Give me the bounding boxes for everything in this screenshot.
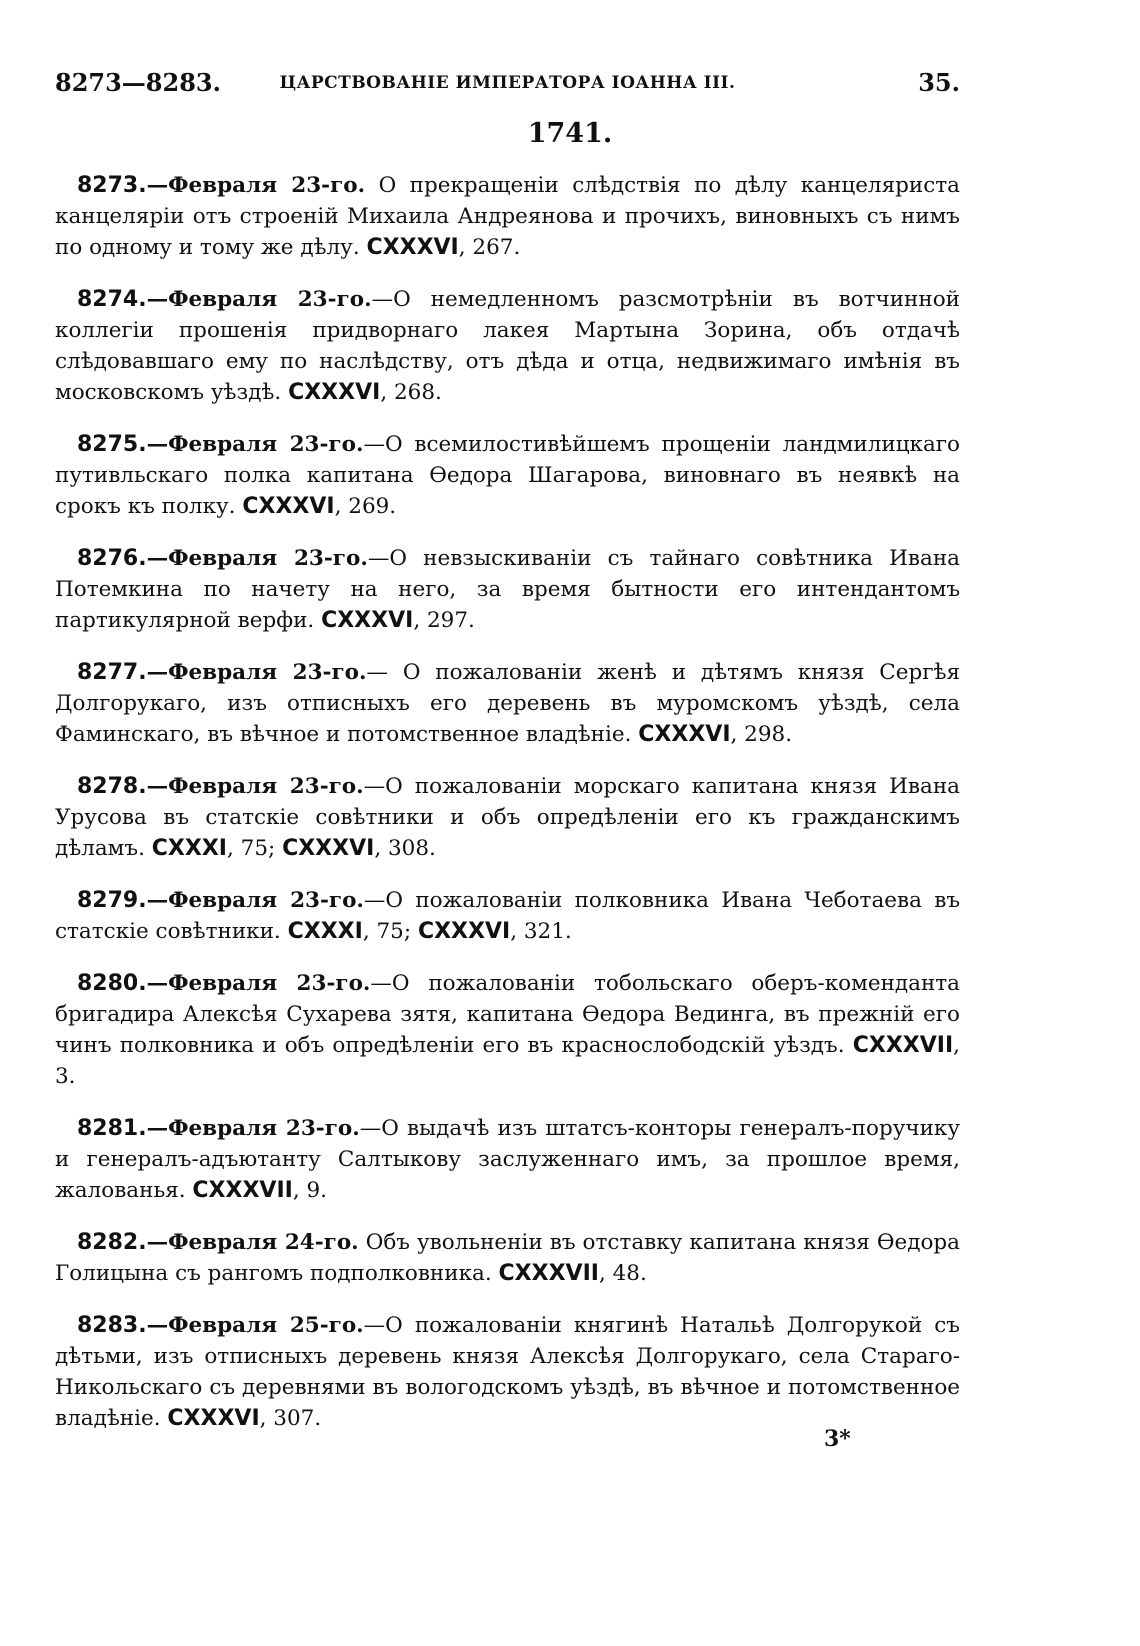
entry-date: —Февраля 23-го. bbox=[146, 173, 366, 198]
entry bbox=[55, 1113, 960, 1206]
entry-list bbox=[55, 170, 960, 1455]
reference-page: , 308. bbox=[374, 836, 436, 861]
entry-text: — О пожалованіи женѣ и дѣтямъ князя Сергѣя Долгорукаго, изъ отписныхъ его деревень въ муромскомъ уѣздѣ, села Фаминскаго, въ вѣчное и потомственное владѣніе. bbox=[55, 660, 961, 747]
entry-number: 8278. bbox=[77, 774, 147, 799]
header-entry-range: 8273—8283. bbox=[55, 68, 221, 97]
page-number: 35. bbox=[918, 68, 960, 97]
reference-volume: CXXXVI bbox=[366, 235, 459, 260]
reference-page: , 298. bbox=[730, 722, 793, 747]
entry bbox=[55, 429, 960, 522]
entry-text: —О пожалованіи тобольскаго оберъ-коменданта бригадира Алексѣя Сухарева зятя, капитана Ѳедора Вединга, въ прежній его чинъ полковника и объ опредѣленіи его въ краснослободскій уѣздъ. bbox=[55, 971, 960, 1058]
reference-volume: CXXXI bbox=[151, 836, 227, 861]
entry-number: 8276. bbox=[77, 546, 147, 571]
entry-number: 8274. bbox=[77, 287, 147, 312]
reference-page: , 307. bbox=[259, 1406, 322, 1431]
entry-number: 8282. bbox=[77, 1230, 147, 1255]
reference-page: , 297. bbox=[413, 608, 475, 633]
reference-volume: CXXXVI bbox=[242, 494, 335, 519]
entry-text: —О пожалованіи княгинѣ Натальѣ Долгорукой съ дѣтьми, изъ отписныхъ деревень князя Алексѣя Долгорукаго, села Стараго-Никольскаго съ деревнями въ вологодскомъ уѣздѣ, въ вѣчное и потомственное владѣніе. bbox=[55, 1313, 960, 1431]
entry bbox=[55, 170, 960, 263]
entry bbox=[55, 543, 960, 636]
reference-volume: CXXXVI bbox=[417, 919, 511, 944]
reference-volume: CXXXVI bbox=[282, 836, 375, 861]
reference-volume: CXXXVI bbox=[288, 380, 381, 405]
running-header bbox=[55, 68, 960, 108]
reference-volume: CXXXVII bbox=[192, 1178, 293, 1203]
entry-number: 8281. bbox=[77, 1116, 147, 1141]
entry-date: —Февраля 23-го. bbox=[146, 546, 368, 571]
reference-page: , 3. bbox=[55, 1033, 960, 1089]
signature-mark: 3* bbox=[824, 1426, 851, 1452]
entry bbox=[55, 968, 960, 1092]
reference-page: , 267. bbox=[458, 235, 521, 260]
header-title: ЦАРСТВОВАНІЕ ИМПЕРАТОРА ІОАННА III. bbox=[279, 73, 736, 93]
reference-page: , 321. bbox=[510, 919, 572, 944]
reference-page: , 75; bbox=[362, 919, 418, 944]
entry-number: 8280. bbox=[77, 971, 147, 996]
reference-volume: CXXXVI bbox=[638, 722, 731, 747]
entry bbox=[55, 657, 960, 750]
entry bbox=[55, 1310, 960, 1434]
entry-text: —О всемилостивѣйшемъ прощеніи ландмилицкаго путивльскаго полка капитана Ѳедора Шагарова, виновнаго въ неявкѣ на срокъ къ полку. bbox=[55, 432, 960, 519]
entry-text: —О немедленномъ разсмотрѣніи въ вотчинной коллегіи прошенія придворнаго лакея Мартына Зорина, объ отдачѣ слѣдовавшаго ему по наслѣдству, отъ дѣда и отца, недвижимаго имѣнія въ московскомъ уѣздѣ. bbox=[55, 287, 960, 405]
reference-volume: CXXXVII bbox=[852, 1033, 954, 1058]
reference-page: , 269. bbox=[334, 494, 397, 519]
entry-text: —О пожалованіи морскаго капитана князя Ивана Урусова въ статскіе совѣтники и объ опредѣленіи его къ гражданскимъ дѣламъ. bbox=[55, 774, 960, 861]
entry-date: —Февраля 23-го. bbox=[146, 774, 364, 799]
entry-date: —Февраля 23-го. bbox=[146, 1116, 360, 1141]
reference-volume: CXXXVI bbox=[321, 608, 414, 633]
entry-date: —Февраля 23-го. bbox=[146, 287, 372, 312]
reference-page: , 75; bbox=[226, 836, 283, 861]
entry-date: —Февраля 23-го. bbox=[146, 888, 364, 913]
entry bbox=[55, 885, 960, 947]
reference-volume: CXXXVI bbox=[167, 1406, 260, 1431]
entry-date: —Февраля 25-го. bbox=[146, 1313, 364, 1338]
reference-page: , 268. bbox=[380, 380, 442, 405]
entry-text: Объ увольненіи въ отставку капитана князя Ѳедора Голицына съ рангомъ подполковника. bbox=[55, 1230, 960, 1286]
entry-date: —Февраля 23-го. bbox=[146, 660, 367, 685]
entry-text: О прекращеніи слѣдствія по дѣлу канцеляриста канцеляріи отъ строеній Михаила Андреянова и прочихъ, виновныхъ съ нимъ по одному и тому же дѣлу. bbox=[55, 173, 960, 260]
entry-text: —О невзыскиваніи съ тайнаго совѣтника Ивана Потемкина по начету на него, за время бытности его интендантомъ партикулярной верфи. bbox=[55, 546, 960, 633]
entry bbox=[55, 284, 960, 408]
entry-number: 8277. bbox=[77, 660, 147, 685]
entry-number: 8283. bbox=[77, 1313, 147, 1338]
entry-date: —Февраля 24-го. bbox=[146, 1230, 359, 1255]
entry bbox=[55, 1227, 960, 1289]
entry-date: —Февраля 23-го. bbox=[146, 432, 364, 457]
entry-number: 8275. bbox=[77, 432, 147, 457]
reference-volume: CXXXVII bbox=[498, 1261, 599, 1286]
entry-text: —О пожалованіи полковника Ивана Чеботаева въ статскіе совѣтники. bbox=[55, 888, 960, 944]
entry-number: 8273. bbox=[77, 173, 147, 198]
reference-page: , 9. bbox=[292, 1178, 328, 1203]
entry-date: —Февраля 23-го. bbox=[146, 971, 371, 996]
reference-volume: CXXXI bbox=[287, 919, 363, 944]
entry-number: 8279. bbox=[77, 888, 147, 913]
year-heading: 1741. bbox=[527, 118, 613, 149]
entry bbox=[55, 771, 960, 864]
entry-text: —О выдачѣ изъ штатсъ-конторы генералъ-поручику и генералъ-адъютанту Салтыкову заслуженнаго имъ, за прошлое время, жалованья. bbox=[55, 1116, 960, 1203]
reference-page: , 48. bbox=[598, 1261, 647, 1286]
